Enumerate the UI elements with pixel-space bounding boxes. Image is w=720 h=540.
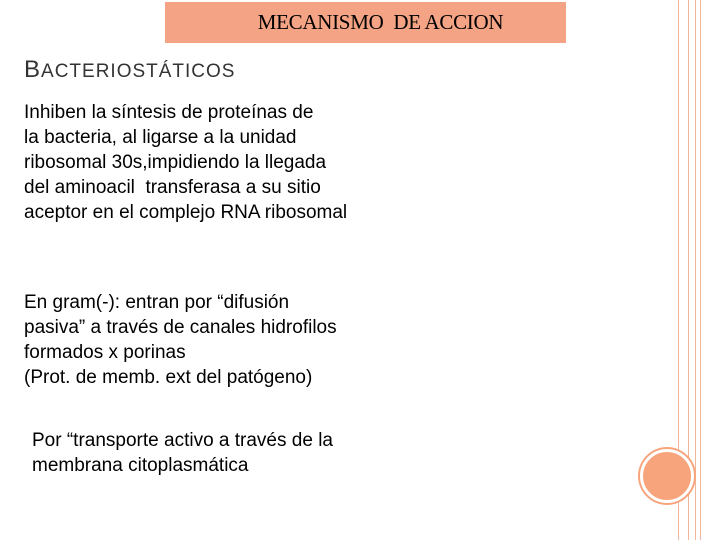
text-line: Por “transporte activo a través de la bbox=[32, 430, 333, 451]
text-line: formados x porinas bbox=[24, 342, 186, 363]
heading-initial: B bbox=[24, 56, 42, 83]
text-line: membrana citoplasmática bbox=[32, 455, 249, 476]
text-line: pasiva” a través de canales hidrofilos bbox=[24, 317, 337, 338]
paragraph-mechanism bbox=[24, 100, 424, 225]
decor-circle bbox=[640, 449, 694, 503]
section-heading bbox=[24, 56, 235, 84]
decor-rail bbox=[695, 0, 696, 540]
text-line: (Prot. de memb. ext del patógeno) bbox=[24, 367, 313, 388]
paragraph-active-transport bbox=[32, 428, 432, 478]
decor-rail bbox=[700, 0, 701, 540]
slide-title: MECANISMO DE ACCION bbox=[257, 10, 504, 34]
text-line: Inhiben la síntesis de proteínas de bbox=[24, 102, 314, 123]
text-line: ribosomal 30s,impidiendo la llegada bbox=[24, 152, 327, 173]
paragraph-gram-negative bbox=[24, 290, 424, 390]
title-box bbox=[165, 2, 566, 43]
text-line: la bacteria, al ligarse a la unidad bbox=[24, 127, 297, 148]
text-line: En gram(-): entran por “difusión bbox=[24, 292, 290, 313]
text-line: aceptor en el complejo RNA ribosomal bbox=[24, 202, 348, 223]
text-line: del aminoacil transferasa a su sitio bbox=[24, 177, 321, 198]
heading-rest: ACTERIOSTÁTICOS bbox=[41, 61, 236, 82]
